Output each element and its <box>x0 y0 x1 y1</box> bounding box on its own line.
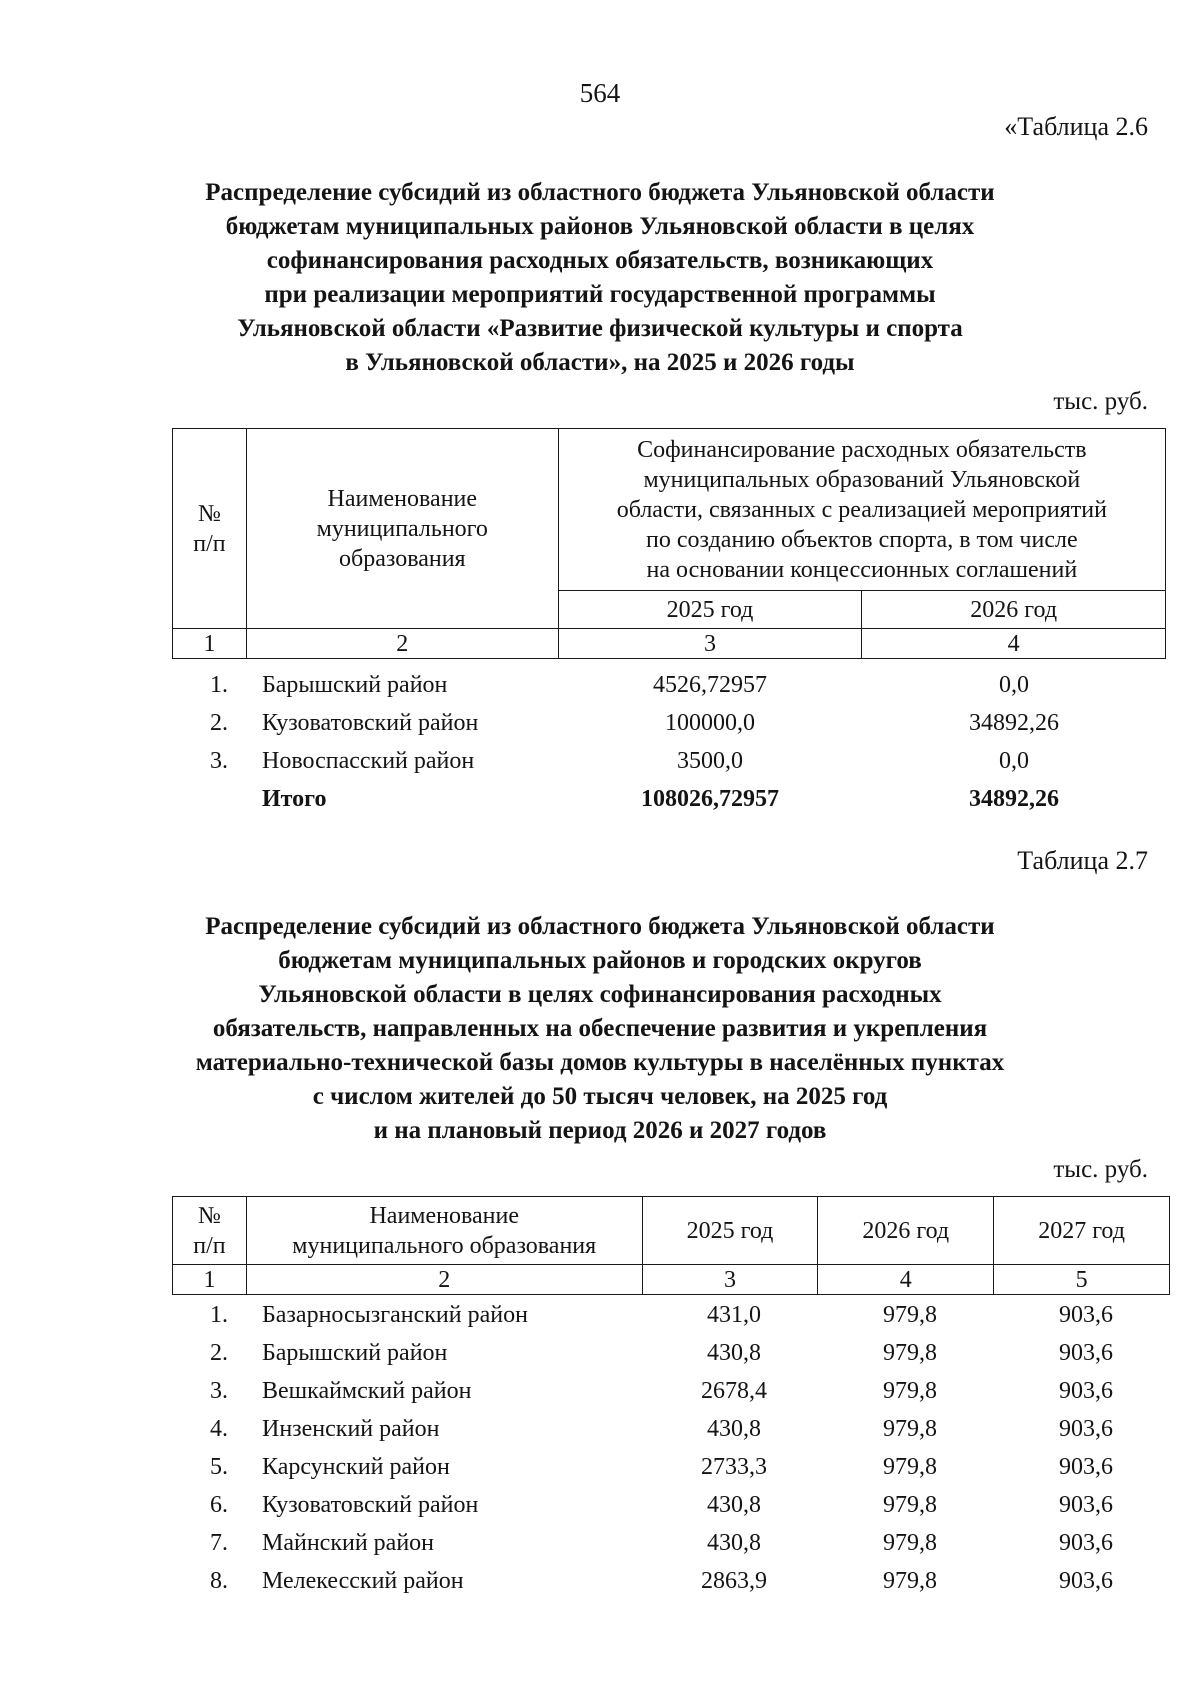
header-year-2026: 2026 год <box>818 1197 994 1265</box>
table-2-6-title <box>100 176 1100 380</box>
table-row: 2. Барышский район 430,8 979,8 903,6 <box>210 1340 1113 1366</box>
column-index: 3 <box>558 629 862 659</box>
table-row: 8. Мелекесский район 2863,9 979,8 903,6 <box>210 1568 1113 1594</box>
table-2-6-unit: тыс. руб. <box>1053 388 1148 415</box>
column-index: 4 <box>818 1265 994 1295</box>
title-line: материально-технической базы домов культуры в населённых пунктах <box>195 1049 1005 1076</box>
header-num: № п/п <box>173 1197 247 1265</box>
table-row: 3. Вешкаймский район 2678,4 979,8 903,6 <box>210 1378 1113 1404</box>
table-2-6-label: «Таблица 2.6 <box>1004 112 1148 141</box>
table-2-7-title <box>100 910 1100 1148</box>
column-index: 2 <box>246 629 558 659</box>
table-2-6-header <box>172 428 1166 659</box>
table-row: 6. Кузоватовский район 430,8 979,8 903,6 <box>210 1492 1113 1518</box>
header-name: Наименование муниципального образования <box>246 1197 642 1265</box>
title-line: Ульяновской области в целях софинансирования расходных <box>258 981 942 1008</box>
column-index: 2 <box>246 1265 642 1295</box>
table-row: 1. Базарносызганский район 431,0 979,8 903,6 <box>210 1302 1113 1328</box>
title-line: софинансирования расходных обязательств, возникающих <box>266 247 934 274</box>
header-name: Наименование муниципального образования <box>246 429 558 629</box>
table-2-7-header <box>172 1196 1170 1295</box>
title-line: бюджетам муниципальных районов и городских округов <box>278 947 922 974</box>
title-line: Распределение субсидий из областного бюджета Ульяновской области <box>205 179 995 206</box>
header-year-2027: 2027 год <box>994 1197 1170 1265</box>
title-line: Ульяновской области «Развитие физической культуры и спорта <box>237 315 963 342</box>
column-index: 1 <box>173 1265 247 1295</box>
title-line: обязательств, направленных на обеспечение развития и укрепления <box>212 1015 988 1042</box>
title-line: в Ульяновской области», на 2025 и 2026 годы <box>345 349 855 376</box>
table-row: 5. Карсунский район 2733,3 979,8 903,6 <box>210 1454 1113 1480</box>
column-index: 1 <box>173 629 247 659</box>
table-total-row: Итого 108026,72957 34892,26 <box>262 786 1059 812</box>
header-cofinancing: Софинансирование расходных обязательств муниципальных образований Ульяновской области, связанных с реализацией мероприятий по созданию объектов спорта, в том числе на основании концессионных соглашений <box>558 429 1165 591</box>
title-line: при реализации мероприятий государственной программы <box>264 281 936 308</box>
page-number: 564 <box>579 78 621 108</box>
column-index: 4 <box>862 629 1166 659</box>
table-2-7-label: Таблица 2.7 <box>1017 846 1148 875</box>
header-num: № п/п <box>173 429 247 629</box>
title-line: бюджетам муниципальных районов Ульяновской области в целях <box>225 213 975 240</box>
table-row: 4. Инзенский район 430,8 979,8 903,6 <box>210 1416 1113 1442</box>
header-year-2026: 2026 год <box>862 591 1166 629</box>
title-line: и на плановый период 2026 и 2027 годов <box>373 1117 827 1144</box>
table-row: 1. Барышский район 4526,72957 0,0 <box>210 672 1029 698</box>
column-index: 3 <box>642 1265 818 1295</box>
header-year-2025: 2025 год <box>642 1197 818 1265</box>
title-line: Распределение субсидий из областного бюджета Ульяновской области <box>205 913 995 940</box>
table-row: 3. Новоспасский район 3500,0 0,0 <box>210 748 1029 774</box>
table-row: 2. Кузоватовский район 100000,0 34892,26 <box>210 710 1059 736</box>
header-year-2025: 2025 год <box>558 591 862 629</box>
table-2-7-unit: тыс. руб. <box>1053 1156 1148 1183</box>
table-row: 7. Майнский район 430,8 979,8 903,6 <box>210 1530 1113 1556</box>
column-index: 5 <box>994 1265 1170 1295</box>
title-line: с числом жителей до 50 тысяч человек, на 2025 год <box>312 1083 888 1110</box>
